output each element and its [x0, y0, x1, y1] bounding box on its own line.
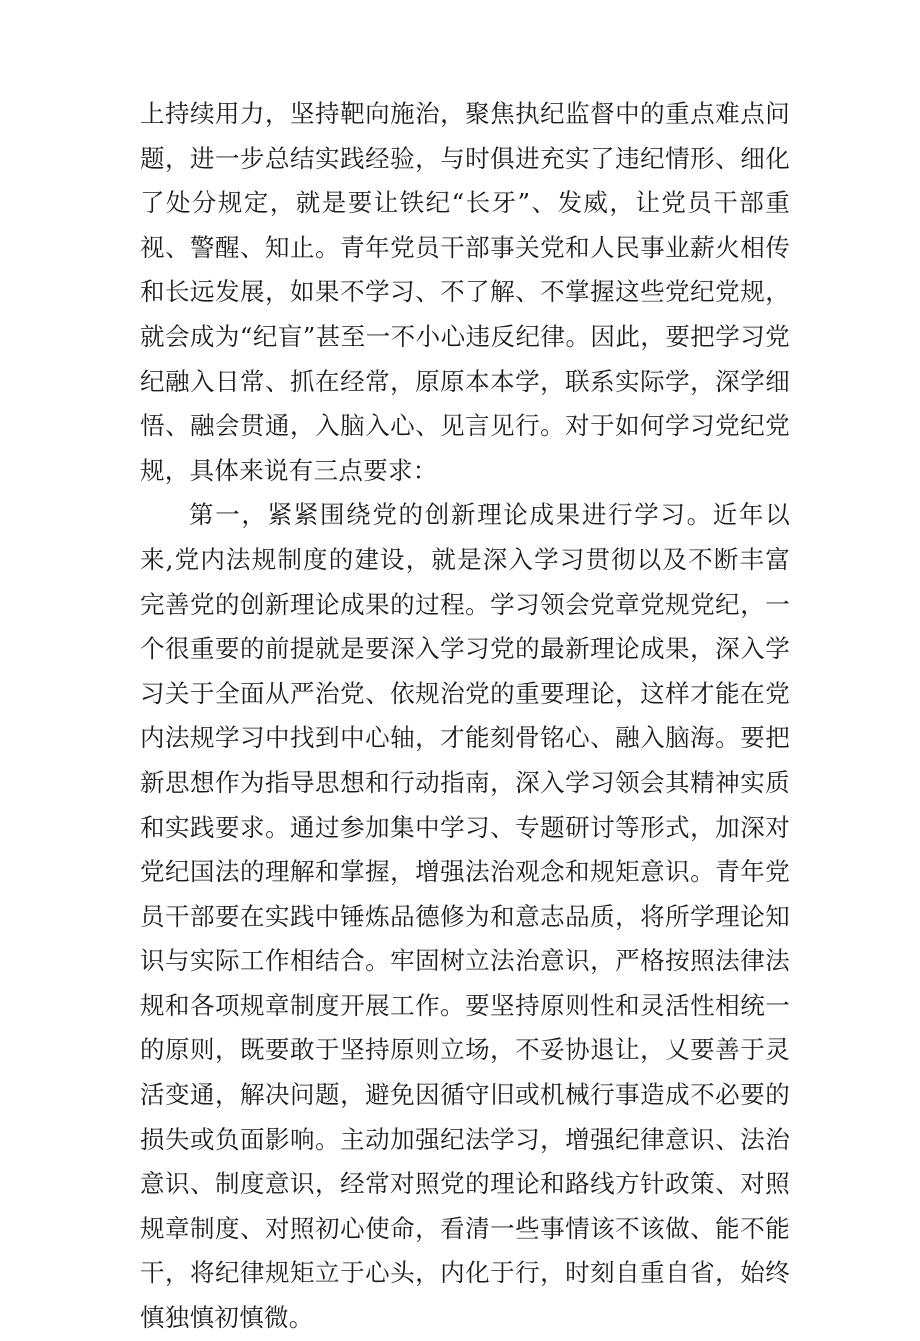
paragraph-continued: 上持续用力，坚持靶向施治，聚焦执纪监督中的重点难点问题，进一步总结实践经验，与时俱进充实了违纪情形、细化了处分规定，就是要让铁纪“长牙”、发威，让党员干部重视、警醒、知止。青年党员干部事关党和人民事业薪火相传和长远发展，如果不学习、不了解、不掌握这些党纪党规，就会成为“纪盲”甚至一不小心违反纪律。因此，要把学习党纪融入日常、抓在经常，原原本本学，联系实际学，深学细悟、融会贯通，入脑入心、见言见行。对于如何学习党纪党规，具体来说有三点要求： — [140, 99, 790, 485]
document-body — [140, 92, 790, 1341]
paragraph-first-requirement: 第一，紧紧围绕党的创新理论成果进行学习。近年以来,党内法规制度的建设，就是深入学习贯彻以及不断丰富完善党的创新理论成果的过程。学习领会党章党规党纪，一个很重要的前提就是要深入学习党的最新理论成果，深入学习关于全面从严治党、依规治党的重要理论，这样才能在党内法规学习中找到中心轴，才能刻骨铭心、融入脑海。要把新思想作为指导思想和行动指南，深入学习领会其精神实质和实践要求。通过参加集中学习、专题研讨等形式，加深对党纪国法的理解和掌握，增强法治观念和规矩意识。青年党员干部要在实践中锤炼品德修为和意志品质，将所学理论知识与实际工作相结合。牢固树立法治意识，严格按照法律法规和各项规章制度开展工作。要坚持原则性和灵活性相统一的原则，既要敢于坚持原则立场，不妥协退让，乂要善于灵活变通，解决问题，避免因循守旧或机械行事造成不必要的损失或负面影响。主动加强纪法学习，增强纪律意识、法治意识、制度意识，经常对照党的理论和路线方针政策、对照规章制度、对照初心使命，看清一些事情该不该做、能不能干，将纪律规矩立于心头，内化于行，时刻自重自省，始终慎独慎初慎微。 — [140, 500, 790, 1333]
